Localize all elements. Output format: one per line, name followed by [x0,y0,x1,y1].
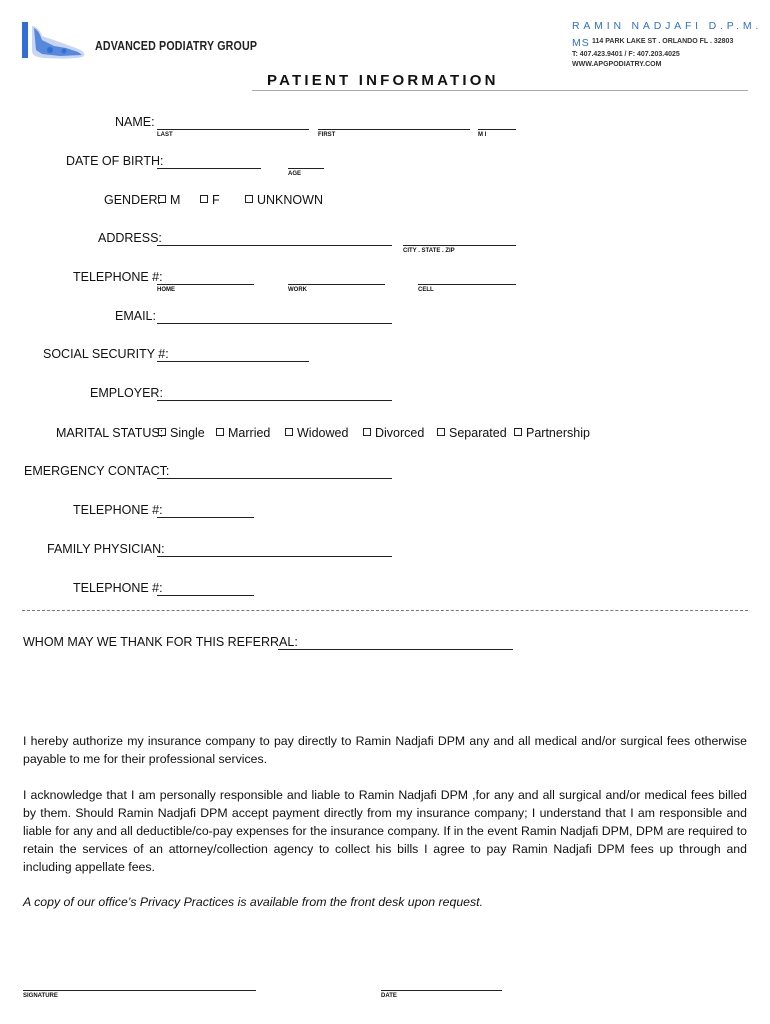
dob-line[interactable] [157,168,261,169]
cell-phone-line[interactable] [418,284,516,285]
emergency-contact-label: EMERGENCY CONTACT: [24,464,170,478]
marital-single-checkbox[interactable]: Single [158,426,205,440]
email-line[interactable] [157,323,392,324]
family-physician-label: FAMILY PHYSICIAN: [47,542,165,556]
email-label: EMAIL: [115,309,156,323]
date-label: DATE [381,993,397,999]
gender-unknown-checkbox[interactable]: UNKNOWN [245,193,323,207]
age-line[interactable] [288,168,324,169]
doctor-credential: MS [572,37,590,49]
marital-widowed-checkbox[interactable]: Widowed [285,426,348,440]
employer-line[interactable] [157,400,392,401]
practice-address: 114 PARK LAKE ST . ORLANDO FL . 32803 [592,38,734,45]
mi-line[interactable] [478,129,516,130]
marital-status-label: MARITAL STATUS: [56,426,164,440]
work-phone-line[interactable] [288,284,385,285]
physician-telephone-line[interactable] [157,595,254,596]
first-name-line[interactable] [318,129,470,130]
age-sublabel: AGE [288,171,302,177]
work-sublabel: WORK [288,287,307,293]
mi-sublabel: M I [478,132,487,138]
cell-sublabel: CELL [418,287,434,293]
foot-logo-icon [20,20,90,62]
telephone-label: TELEPHONE #: [73,270,163,284]
city-state-zip-line[interactable] [403,245,516,246]
employer-label: EMPLOYER: [90,386,163,400]
ssn-label: SOCIAL SECURITY #: [43,347,169,361]
address-label: ADDRESS: [98,231,162,245]
gender-m-checkbox[interactable]: M [158,193,180,207]
title-divider [252,90,748,91]
city-state-zip-sublabel: CITY . STATE . ZIP [403,248,455,254]
practice-name: ADVANCED PODIATRY GROUP [95,38,258,53]
practice-contact: T: 407.423.9401 / F: 407.203.4025 [572,51,680,58]
date-line[interactable] [381,990,502,991]
signature-line[interactable] [23,990,256,991]
emergency-telephone-line[interactable] [157,517,254,518]
emergency-telephone-label: TELEPHONE #: [73,503,163,517]
authorization-paragraph: I hereby authorize my insurance company to pay directly to Ramin Nadjafi DPM any and all medical and/or surgical fees otherwise payable to me for their professional services. [23,734,747,766]
referral-line[interactable] [278,649,513,650]
physician-telephone-label: TELEPHONE #: [73,581,163,595]
gender-f-checkbox[interactable]: F [200,193,220,207]
page-title: PATIENT INFORMATION [267,72,499,89]
emergency-contact-line[interactable] [157,478,392,479]
first-sublabel: FIRST [318,132,336,138]
marital-separated-checkbox[interactable]: Separated [437,426,507,440]
privacy-notice: A copy of our office’s Privacy Practices is available from the front desk upon request. [23,895,483,909]
acknowledgement-paragraph: I acknowledge that I am personally responsible and liable to Ramin Nadjafi DPM ,for any and all surgical and/or medical fees billed by them. Should Ramin Nadjafi DPM accept payment directly from my insurance company; I understand that I am responsible and liable for any and all deductible/co-pay expenses for the insurance company. If in the event Ramin Nadjafi DPM, DPM are required to retain the services of an attorney/collection agency to collect his bills I agree to pay Ramin Nadjafi DPM fees up through and including appellate fees. [23,788,747,874]
last-name-line[interactable] [157,129,309,130]
marital-partnership-checkbox[interactable]: Partnership [514,426,590,440]
home-phone-line[interactable] [157,284,254,285]
signature-label: SIGNATURE [23,993,58,999]
section-divider [22,610,748,611]
family-physician-line[interactable] [157,556,392,557]
doctor-name: RAMIN NADJAFI D.P.M. [572,20,763,32]
ssn-line[interactable] [157,361,309,362]
gender-label: GENDER: [104,193,161,207]
name-label: NAME: [115,115,155,129]
home-sublabel: HOME [157,287,175,293]
marital-married-checkbox[interactable]: Married [216,426,270,440]
referral-label: WHOM MAY WE THANK FOR THIS REFERRAL: [23,635,298,649]
address-line[interactable] [157,245,392,246]
practice-website: WWW.APGPODIATRY.COM [572,61,662,68]
marital-divorced-checkbox[interactable]: Divorced [363,426,424,440]
last-sublabel: LAST [157,132,173,138]
dob-label: DATE OF BIRTH: [66,154,164,168]
